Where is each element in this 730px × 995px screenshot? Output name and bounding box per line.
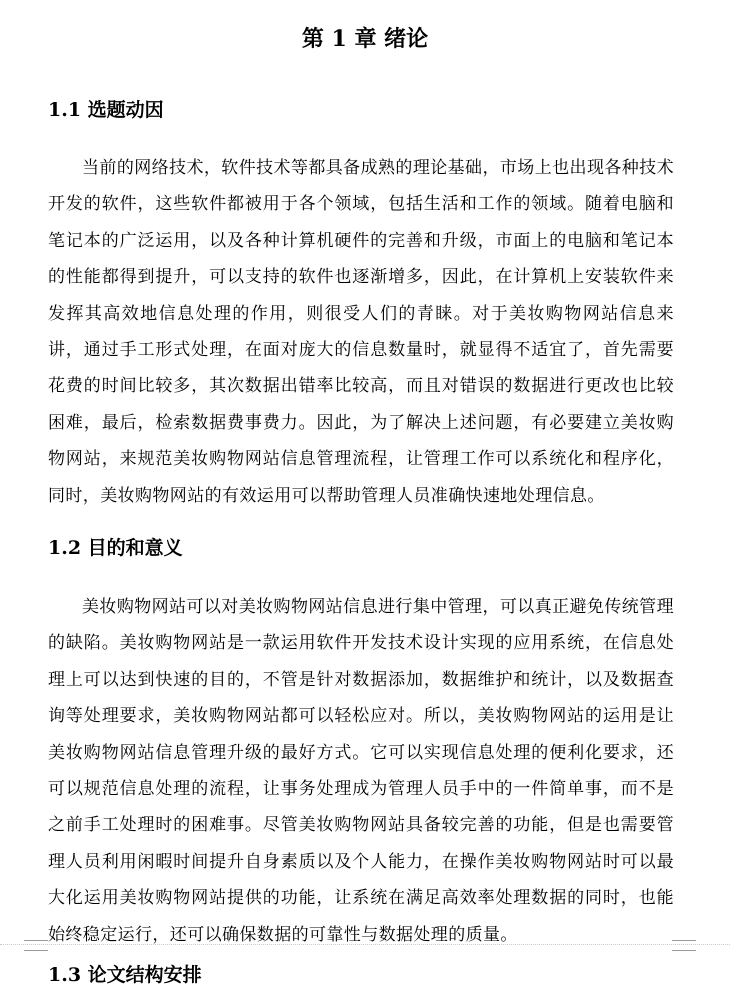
- section-1-2-paragraph: 美妆购物网站可以对美妆购物网站信息进行集中管理，可以真正避免传统管理的缺陷。美妆购物网站是一款运用软件开发技术设计实现的应用系统，在信息处理上可以达到快速的目的，不管是针对数据添加，数据维护和统计，以及数据查询等处理要求，美妆购物网站都可以轻松应对。所以，美妆购物网站的运用是让美妆购物网站信息管理升级的最好方式。它可以实现信息处理的便利化要求，还可以规范信息处理的流程，让事务处理成为管理人员手中的一件简单事，而不是之前手工处理时的困难事。尽管美妆购物网站具备较完善的功能，但是也需要管理人员利用闲暇时间提升自身素质以及个人能力，在操作美妆购物网站时可以最大化运用美妆购物网站提供的功能，让系统在满足高效率处理数据的同时，也能始终稳定运行，还可以确保数据的可靠性与数据处理的质量。: [48, 597, 674, 945]
- page-break-line: [0, 944, 730, 946]
- section-heading-1-2: 1.2 目的和意义: [48, 537, 183, 559]
- section-heading-1-1: 1.1 选题动因: [48, 99, 164, 121]
- chapter-title: 第 1 章 绪论: [301, 26, 429, 52]
- section-1-1-paragraph: 当前的网络技术，软件技术等都具备成熟的理论基础，市场上也出现各种技术开发的软件，这些软件都被用于各个领域，包括生活和工作的领域。随着电脑和笔记本的广泛运用，以及各种计算机硬件的完善和升级，市面上的电脑和笔记本的性能都得到提升，可以支持的软件也逐渐增多，因此，在计算机上安装软件来发挥其高效地信息处理的作用，则很受人们的青睐。对于美妆购物网站信息来讲，通过手工形式处理，在面对庞大的信息数量时，就显得不适宜了，首先需要花费的时间比较多，其次数据出错率比较高，而且对错误的数据进行更改也比较困难，最后，检索数据费事费力。因此，为了解决上述问题，有必要建立美妆购物网站，来规范美妆购物网站信息管理流程，让管理工作可以系统化和程序化，同时，美妆购物网站的有效运用可以帮助管理人员准确快速地处理信息。: [48, 158, 674, 506]
- page-corner-mark-right: [672, 940, 696, 951]
- page-corner-mark-left: [24, 940, 48, 951]
- section-heading-1-3: 1.3 论文结构安排: [48, 964, 202, 986]
